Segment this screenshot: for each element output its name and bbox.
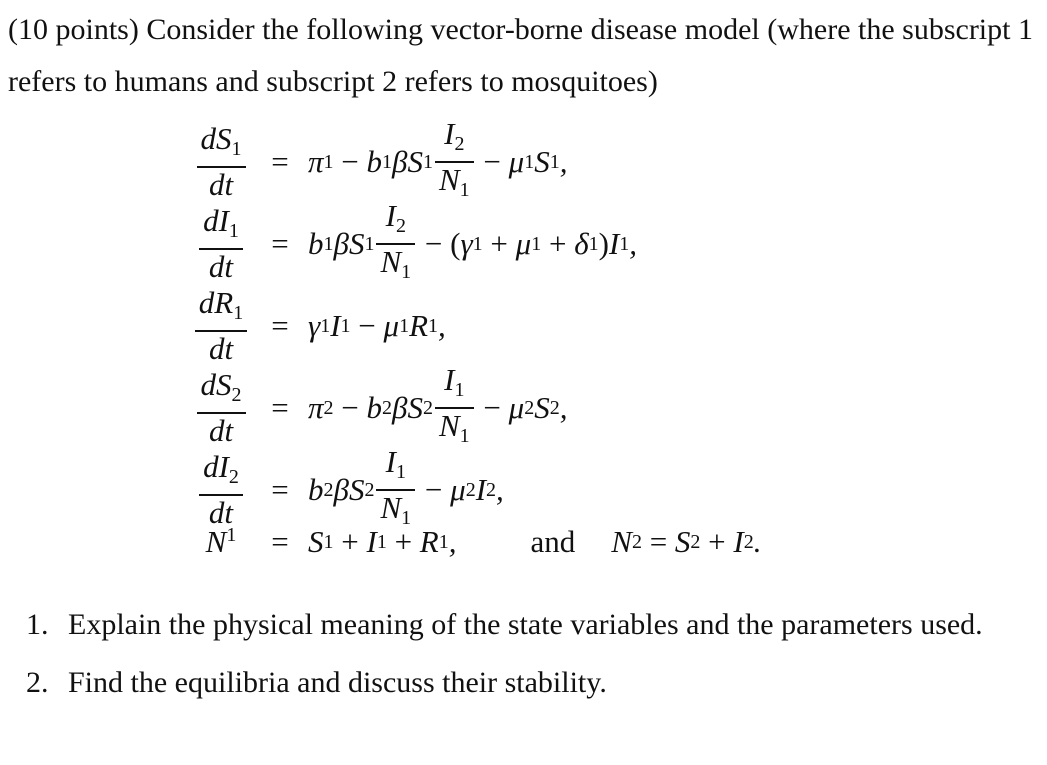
- problem-intro: (10 points) Consider the following vector-borne disease model (where the subscript 1 refers to humans and subscript 2 refers to mosquitoes): [8, 13, 1033, 98]
- and-text: and: [530, 524, 576, 559]
- task-number: 2.: [26, 666, 49, 699]
- task-text: Find the equilibria and discuss their stability.: [68, 666, 607, 699]
- task-number: 1.: [26, 608, 49, 641]
- task-list: [26, 600, 1036, 708]
- task-text: Explain the physical meaning of the state variables and the parameters used.: [68, 608, 983, 641]
- equation-population-totals: N 1 = S 1 + I 1 + R 1 , and N 2 = S 2 + I 2 .: [205, 524, 762, 559]
- task-item: [26, 658, 1036, 708]
- task-item: [26, 600, 1036, 650]
- equation-dI1: $\frac{dI_1}{dt}$ = b 1 βS 1 $\frac{I_2}{N_1}$ − ( γ 1 + μ 1 + δ 1 ) I 1 ,: [190, 204, 637, 284]
- equation-dI2: $\frac{dI_2}{dt}$ = b 2 βS 2 $\frac{I_1}{N_1}$ − μ 2 I 2 ,: [190, 450, 504, 530]
- equation-dR1: $\frac{dR_1}{dt}$ = γ 1 I 1 − μ 1 R 1 ,: [190, 286, 446, 366]
- equation-dS2: $\frac{dS_2}{dt}$ = π 2 − b 2 βS 2 $\frac{I_1}{N_1}$ − μ 2 S 2 ,: [190, 368, 567, 448]
- equation-dS1: $\frac{dS_1}{dt}$ = π 1 − b 1 βS 1 $\frac{I_2}{N_1}$ − μ 1 S 1 ,: [190, 122, 567, 202]
